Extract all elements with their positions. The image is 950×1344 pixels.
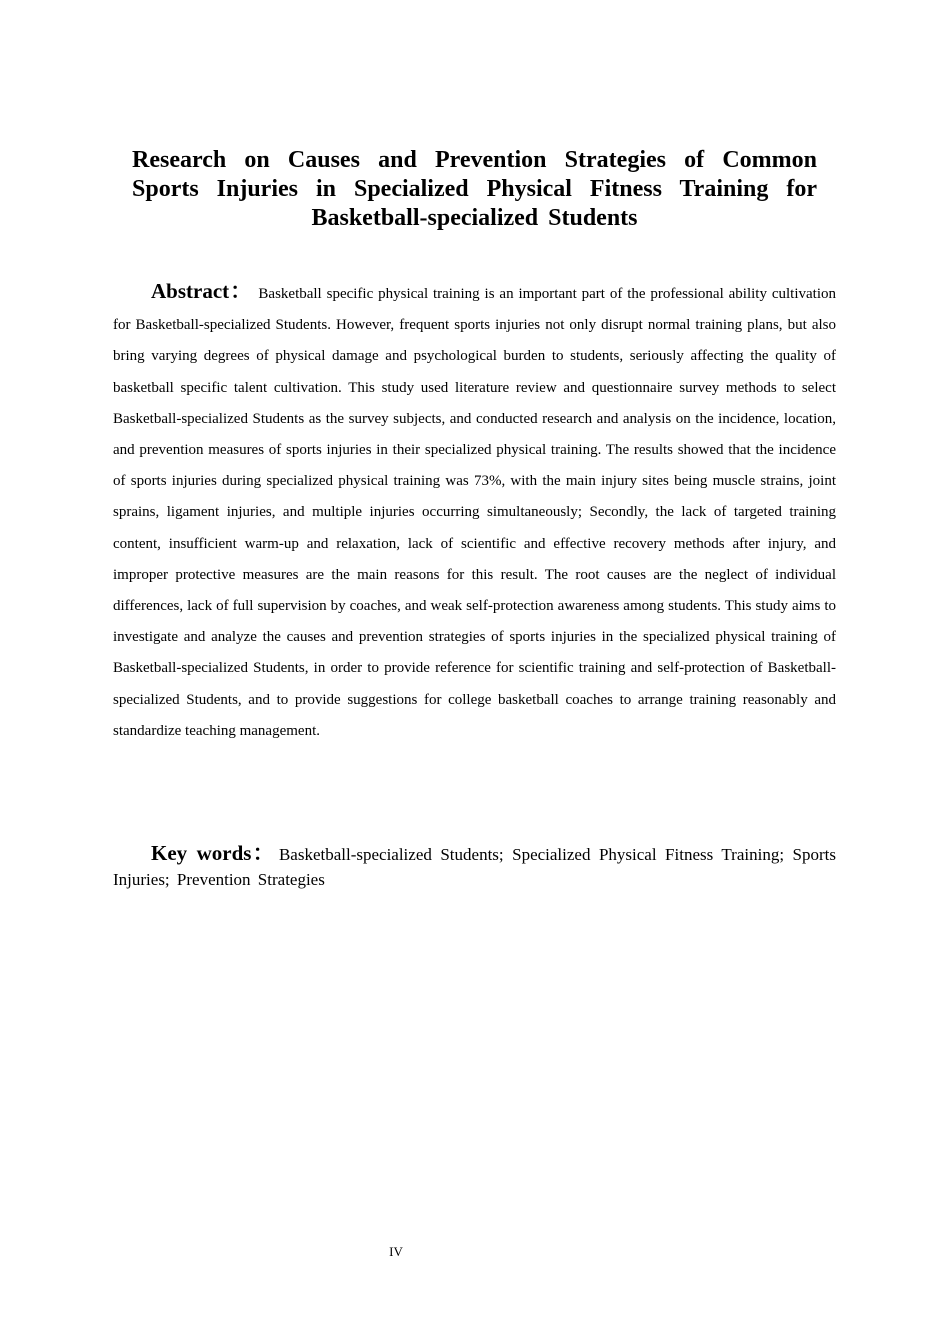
abstract-paragraph (113, 276, 836, 747)
abstract-label: Abstract： (151, 279, 253, 303)
paper-title: Research on Causes and Prevention Strategies of Common Sports Injuries in Specialized Physical Fitness Training for Basketball-specialized Students (132, 147, 817, 231)
page-number: IV (389, 1244, 403, 1259)
keywords-label: Key words： (151, 841, 275, 865)
abstract-text: Basketball specific physical training is an important part of the professional ability cultivation for Basketball-specialized Students. However, frequent sports injuries not only disrupt normal training plans, but also bring varying degrees of physical damage and psychological burden to students, seriously affecting the quality of basketball specific talent cultivation. This study used literature review and questionnaire survey methods to select Basketball-specialized Students as the survey subjects, and conducted research and analysis on the incidence, location, and prevention measures of sports injuries in their specialized physical training. The results showed that the incidence of sports injuries during specialized physical training was 73%, with the main injury sites being muscle strains, joint sprains, ligament injuries, and multiple injuries occurring simultaneously; Secondly, the lack of targeted training content, insufficient warm-up and relaxation, lack of scientific and effective recovery methods after injury, and improper protective measures are the main reasons for this result. The root causes are the neglect of individual differences, lack of full supervision by coaches, and weak self-protection awareness among students. This study aims to investigate and analyze the causes and prevention strategies of sports injuries in the specialized physical training of Basketball-specialized Students, in order to provide reference for scientific training and self-protection of Basketball-specialized Students, and to provide suggestions for college basketball coaches to arrange training reasonably and standardize teaching management. (113, 286, 836, 739)
keywords-text: Basketball-specialized Students; Specialized Physical Fitness Training; Sports Injuries; Prevention Strategies (113, 845, 836, 889)
keywords-paragraph (113, 841, 836, 892)
